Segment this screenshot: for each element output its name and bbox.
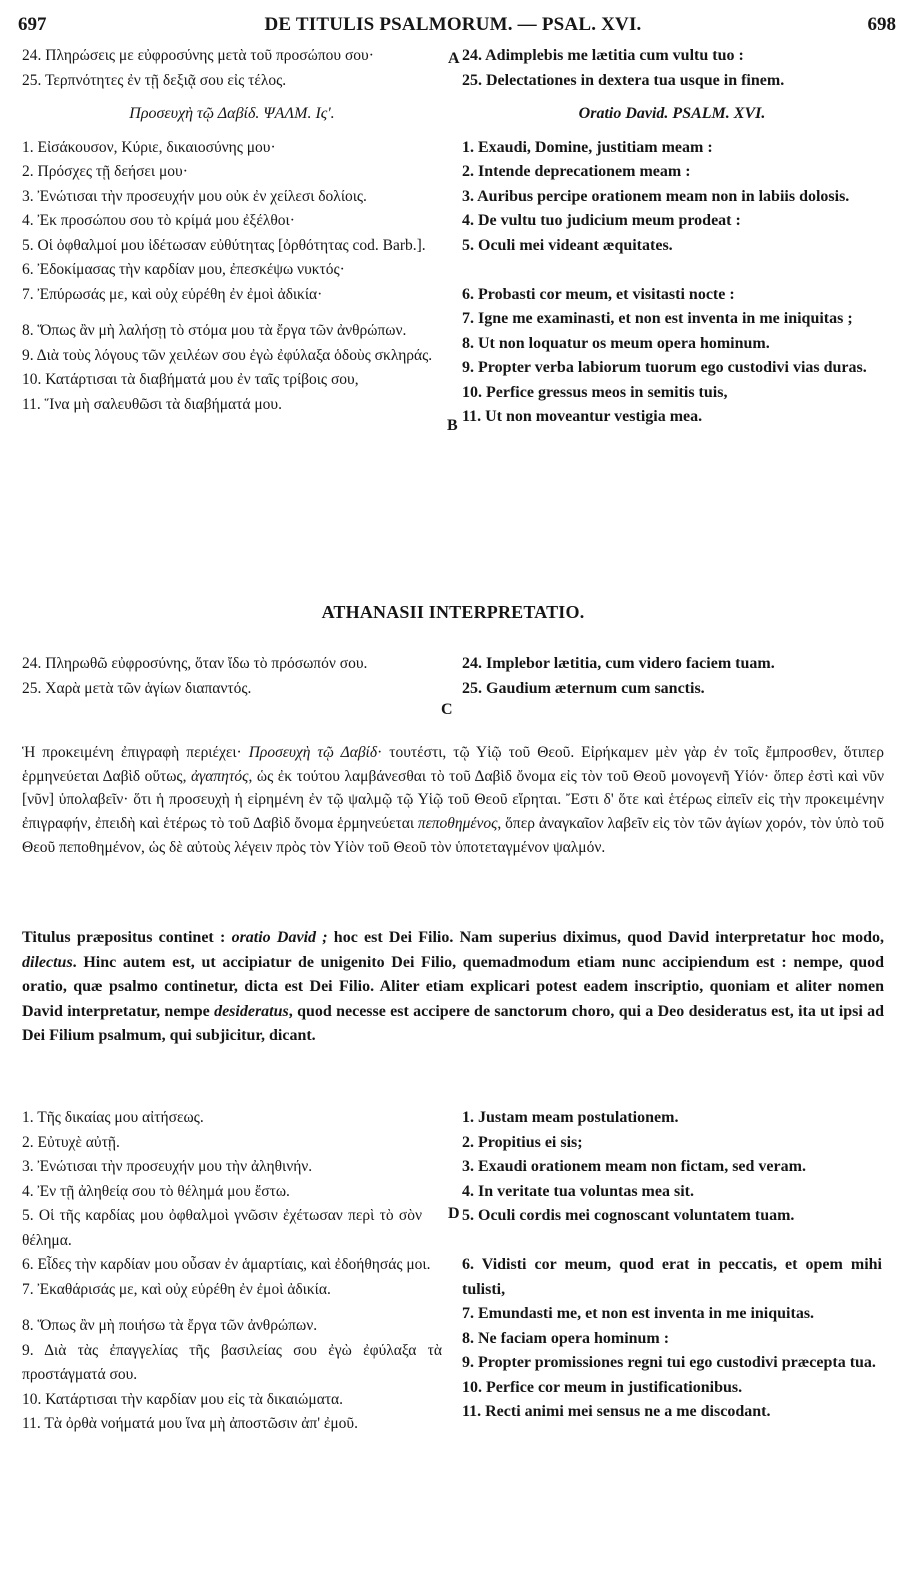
greek-verse-24: 24. Πληρώσεις με εὐφροσύνης μετὰ τοῦ προσώπου σου· xyxy=(22,47,374,64)
margin-marker-d: D xyxy=(448,1205,460,1222)
greek-verse-1: 1. Εἰσάκουσον, Κύριε, δικαιοσύνης μου· xyxy=(22,138,276,156)
margin-marker-a: A xyxy=(448,50,460,67)
greek-commentary-text-3: , ὡς ἐκ τούτου λαμβάνεσθαι τὸ τοῦ Δαβὶδ ὄνομα εἰς τὸν τοῦ Θεοῦ μονογενῆ Υἱόν· ὅπερ ἐστὶ καὶ νῦν [νῦν] ὑπολαβεῖν· ὅτι ἡ προσευχὴ ἡ εἰρημένη ἐν τῷ ψαλμῷ τῷ Υἱῷ τοῦ Θεοῦ εἴρηται. Ἔστι δ' ὅτε καὶ ἑτέρως εἰπεῖν εἰς τὴν προκειμένην ἐπιγραφήν, ἐπειδὴ καὶ ἑτέρως τὸ τοῦ Δαβὶδ ὄνομα ἑρμηνεύεται xyxy=(22,767,885,833)
latin-interp-verse-24: 24. Implebor lætitia, cum videro faciem tuam. xyxy=(462,655,775,672)
latin-paraphrase-column xyxy=(462,1106,882,1425)
greek-para-verse-10: 10. Κατάρτισαι τὴν καρδίαν μου εἰς τὰ δικαιώματα. xyxy=(22,1390,344,1408)
greek-verse-4: 4. Ἐκ προσώπου σου τὸ κρίμά μου ἐξέλθοι· xyxy=(22,212,295,229)
page-number-right: 698 xyxy=(867,14,896,35)
greek-verse-7: 7. Ἐπύρωσάς με, καὶ οὐχ εὑρέθη ἐν ἐμοὶ ἀδικία· xyxy=(22,285,323,303)
latin-commentary-term-2: desideratus xyxy=(214,1002,289,1020)
latin-verse-5: 5. Oculi mei videant æquitates. xyxy=(462,236,673,254)
latin-para-verse-3: 3. Exaudi orationem meam non fictam, sed veram. xyxy=(462,1158,806,1175)
greek-verse-9: 9. Διὰ τοὺς λόγους τῶν χειλέων σου ἐγὼ ἐφύλαξα ὁδοὺς σκληράς. xyxy=(22,346,433,364)
greek-verse-25: 25. Τερπνότητες ἐν τῇ δεξιᾷ σου εἰς τέλος. xyxy=(22,71,287,89)
greek-para-verse-9: 9. Διὰ τὰς ἐπαγγελίας τῆς βασιλείας σου ἐγὼ ἐφύλαξα τὰ προστάγματά σου. xyxy=(22,1341,442,1383)
latin-psalm-heading: Oratio David. PSALM. XVI. xyxy=(578,105,766,122)
running-header xyxy=(0,14,906,38)
greek-para-verse-4: 4. Ἐν τῇ ἀληθείᾳ σου τὸ θέλημά μου ἔστω. xyxy=(22,1182,290,1200)
greek-psalm-heading: Προσευχὴ τῷ Δαβίδ. ΨΑΛΜ. Ις'. xyxy=(129,105,335,122)
latin-para-verse-9: 9. Propter promissiones regni tui ego custodivi præcepta tua. xyxy=(462,1354,876,1371)
greek-commentary xyxy=(22,741,884,860)
greek-para-verse-1: 1. Τῆς δικαίας μου αἰτήσεως. xyxy=(22,1109,204,1126)
greek-commentary-text-4: , ὅπερ ἀναγκαῖον λαβεῖν εἰς τὸν τῶν ἁγίων χορόν, τὸν ὑπὸ τοῦ Θεοῦ πεποθημένον, ὡς δὲ αὐτοὺς λέγειν πρὸς τὸν Υἱὸν τοῦ Θεοῦ τὸν ὑποτεταγμένον ψαλμόν. xyxy=(22,815,884,856)
latin-verse-8: 8. Ut non loquatur os meum opera hominum. xyxy=(462,334,770,352)
latin-para-verse-4: 4. In veritate tua voluntas mea sit. xyxy=(462,1182,694,1200)
margin-marker-b: B xyxy=(447,417,458,434)
latin-verse-11: 11. Ut non moveantur vestigia mea. xyxy=(462,408,703,425)
latin-verse-25: 25. Delectationes in dextera tua usque in finem. xyxy=(462,71,785,89)
greek-commentary-text-1: Ἡ προκειμένη ἐπιγραφὴ περιέχει· xyxy=(22,744,249,761)
latin-commentary-title: oratio David ; xyxy=(231,929,328,946)
greek-interp-verse-24: 24. Πληρωθῶ εὐφροσύνης, ὅταν ἴδω τὸ πρόσωπόν σου. xyxy=(22,655,368,672)
greek-para-verse-7: 7. Ἐκαθάρισάς με, καὶ οὐχ εὑρέθη ἐν ἐμοὶ ἀδικία. xyxy=(22,1280,331,1298)
greek-commentary-term-2: πεποθημένος xyxy=(417,815,498,833)
greek-verse-2: 2. Πρόσχες τῇ δεήσει μου· xyxy=(22,163,188,180)
greek-para-verse-11: 11. Τὰ ὀρθὰ νοήματά μου ἵνα μὴ ἀποστῶσιν ἀπ' ἐμοῦ. xyxy=(22,1415,358,1432)
greek-para-verse-2: 2. Εὐτυχὲ αὐτῇ. xyxy=(22,1133,120,1151)
latin-commentary-text-2: hoc est Dei Filio. Nam superius diximus, quod David interpretatur hoc modo, xyxy=(327,929,885,946)
latin-para-verse-1: 1. Justam meam postulationem. xyxy=(462,1109,679,1126)
page-number-left: 697 xyxy=(18,14,47,35)
latin-commentary xyxy=(22,926,884,1049)
latin-para-verse-5: 5. Oculi cordis mei cognoscant voluntatem tuam. xyxy=(462,1207,795,1224)
latin-commentary-text-1: Titulus præpositus continet : xyxy=(22,929,232,946)
greek-verse-3: 3. Ἐνώτισαι τὴν προσευχήν μου οὐκ ἐν χείλεσι δολίοις. xyxy=(22,187,367,205)
latin-para-verse-6: 6. Vidisti cor meum, quod erat in peccatis, et opem mihi tulisti, xyxy=(462,1256,882,1298)
latin-verse-9: 9. Propter verba labiorum tuorum ego custodivi vias duras. xyxy=(462,359,867,376)
greek-para-verse-8: 8. Ὅπως ἂν μὴ ποιήσω τὰ ἔργα τῶν ἀνθρώπων. xyxy=(22,1317,318,1334)
greek-para-verse-6: 6. Εἶδες τὴν καρδίαν μου οὖσαν ἐν ἁμαρτίαις, καὶ ἐδοήθησάς μοι. xyxy=(22,1256,431,1273)
latin-column xyxy=(462,44,882,430)
greek-verse-6: 6. Ἐδοκίμασας τὴν καρδίαν μου, ἐπεσκέψω νυκτός· xyxy=(22,261,345,278)
latin-interpretation-column xyxy=(462,652,882,701)
greek-para-verse-5: 5. Οἱ τῆς καρδίας μου ὀφθαλμοὶ γνῶσιν ἐχέτωσαν περὶ τὸ σὸν θέλημα. xyxy=(22,1207,422,1249)
greek-verse-5: 5. Οἱ ὀφθαλμοί μου ἰδέτωσαν εὐθύτητας [ὀρθότητας cod. Barb.]. xyxy=(22,236,426,254)
greek-verse-11: 11. Ἵνα μὴ σαλευθῶσι τὰ διαβήματά μου. xyxy=(22,395,282,413)
greek-verse-10: 10. Κατάρτισαι τὰ διαβήματά μου ἐν ταῖς τρίβοις σου, xyxy=(22,371,359,388)
greek-paraphrase-column xyxy=(22,1106,442,1437)
margin-marker-c: C xyxy=(441,701,453,718)
greek-commentary-title: Προσευχὴ τῷ Δαβίδ xyxy=(248,744,378,761)
latin-verse-1: 1. Exaudi, Domine, justitiam meam : xyxy=(462,138,713,156)
greek-column xyxy=(22,44,442,417)
greek-commentary-text-2: · τουτέστι, τῷ Υἱῷ τοῦ Θεοῦ. Εἰρήκαμεν μὲν γὰρ ἐν τοῖς ἔμπροσθεν, ὅτιπερ ἑρμηνεύεται Δαβὶδ οὕτως, xyxy=(22,744,884,785)
latin-verse-6: 6. Probasti cor meum, et visitasti nocte : xyxy=(462,285,735,303)
latin-commentary-text-4: , quod necesse est accipere de sanctorum choro, qui a Deo desideratus est, ita ut ipsi ad Dei Filium psalmum, qui subjicitur, dicant. xyxy=(22,1002,884,1044)
running-title: DE TITULIS PSALMORUM. — PSAL. XVI. xyxy=(264,14,642,35)
greek-interpretation-column xyxy=(22,652,442,701)
latin-verse-2: 2. Intende deprecationem meam : xyxy=(462,163,691,180)
latin-para-verse-11: 11. Recti animi mei sensus ne a me discodant. xyxy=(462,1403,771,1420)
latin-para-verse-7: 7. Emundasti me, et non est inventa in me iniquitas. xyxy=(462,1305,815,1322)
section-subheading: ATHANASII INTERPRETATIO. xyxy=(321,602,585,622)
latin-verse-24: 24. Adimplebis me lætitia cum vultu tuo : xyxy=(462,47,744,64)
latin-para-verse-10: 10. Perfice cor meum in justificationibus. xyxy=(462,1378,743,1396)
greek-verse-8: 8. Ὅπως ἂν μὴ λαλήσῃ τὸ στόμα μου τὰ ἔργα τῶν ἀνθρώπων. xyxy=(22,322,407,339)
latin-verse-4: 4. De vultu tuo judicium meum prodeat : xyxy=(462,212,741,229)
latin-verse-3: 3. Auribus percipe orationem meam non in labiis dolosis. xyxy=(462,187,850,205)
latin-commentary-text-3: . Hinc autem est, ut accipiatur de unigenito Dei Filio, quemadmodum etiam nunc accipiendum est : nempe, quod oratio, quæ psalmo continetur, dicta est Dei Filio. Aliter etiam explicari potest eadem inscriptio, quoniam et aliter nomen David interpretatur, nempe xyxy=(22,953,884,1020)
latin-para-verse-8: 8. Ne faciam opera hominum : xyxy=(462,1329,670,1347)
latin-commentary-term-1: dilectus xyxy=(22,953,73,971)
latin-para-verse-2: 2. Propitius ei sis; xyxy=(462,1133,583,1151)
greek-para-verse-3: 3. Ἐνώτισαι τὴν προσευχήν μου τὴν ἀληθινήν. xyxy=(22,1158,313,1175)
latin-verse-10: 10. Perfice gressus meos in semitis tuis, xyxy=(462,383,728,401)
latin-verse-7: 7. Igne me examinasti, et non est inventa in me iniquitas ; xyxy=(462,310,853,327)
latin-interp-verse-25: 25. Gaudium æternum cum sanctis. xyxy=(462,679,705,697)
greek-commentary-term-1: ἀγαπητός xyxy=(191,767,249,785)
greek-interp-verse-25: 25. Χαρὰ μετὰ τῶν ἁγίων διαπαντός. xyxy=(22,679,252,697)
